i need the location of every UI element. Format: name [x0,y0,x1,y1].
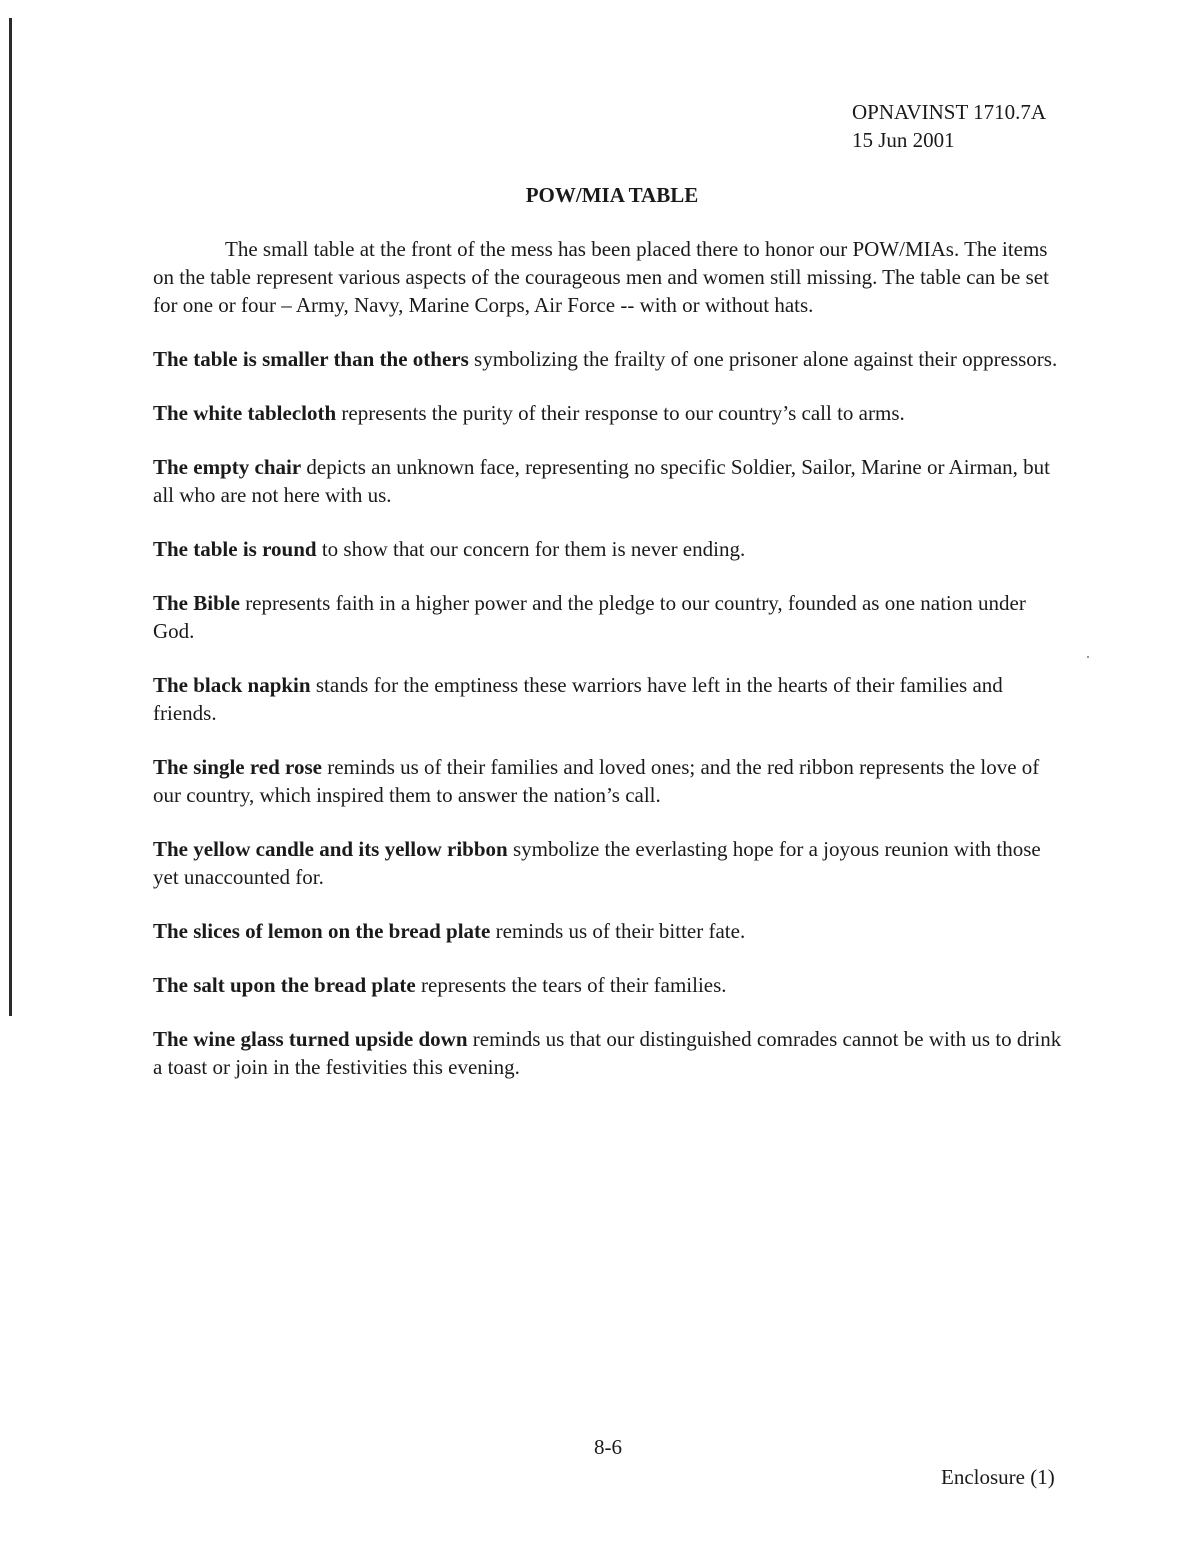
item-text: reminds us of their families and loved ones; and the red ribbon represents the love of our country, which inspired them to answer the nation’s call. [153,755,1040,807]
enclosure-label: Enclosure (1) [941,1465,1055,1489]
item-paragraph [153,535,1068,563]
item-text: depicts an unknown face, representing no specific Soldier, Sailor, Marine or Airman, but all who are not here with us. [153,455,1051,507]
page-number: 8-6 [594,1435,622,1459]
item-text: symbolizing the frailty of one prisoner alone against their oppressors. [468,347,1058,371]
item-text: stands for the emptiness these warriors have left in the hearts of their families and friends. [153,673,1003,725]
document-body [153,235,1068,1107]
item-paragraph [153,1025,1068,1081]
item-paragraph [153,671,1068,727]
item-heading: The wine glass turned upside down [153,1027,468,1051]
item-heading: The salt upon the bread plate [153,973,416,997]
item-heading: The Bible [153,591,240,615]
item-text: to show that our concern for them is never ending. [316,537,746,561]
item-heading: The table is smaller than the others [153,347,469,371]
item-paragraph [153,345,1068,373]
document-date: 15 Jun 2001 [852,128,955,152]
item-heading: The black napkin [153,673,311,697]
scan-speck [1087,656,1089,658]
item-heading: The slices of lemon on the bread plate [153,919,491,943]
item-heading: The empty chair [153,455,302,479]
item-paragraph [153,835,1068,891]
item-paragraph [153,917,1068,945]
intro-paragraph: The small table at the front of the mess has been placed there to honor our POW/MIAs. The items on the table represent various aspects of the courageous men and women still missing. The table can be set for one or four – Army, Navy, Marine Corps, Air Force -- with or without hats. [153,237,1049,317]
item-heading: The table is round [153,537,317,561]
item-heading: The white tablecloth [153,401,337,425]
item-paragraph [153,453,1068,509]
item-paragraph [153,971,1068,999]
item-text: represents the purity of their response to our country’s call to arms. [336,401,905,425]
item-paragraph [153,399,1068,427]
item-text: reminds us of their bitter fate. [490,919,746,943]
page-title: POW/MIA TABLE [525,183,699,207]
item-heading: The single red rose [153,755,322,779]
item-text: represents the tears of their families. [415,973,727,997]
item-text: reminds us that our distinguished comrades cannot be with us to drink a toast or join in the festivities this evening. [153,1027,1062,1079]
item-paragraph [153,753,1068,809]
item-text: represents faith in a higher power and the pledge to our country, founded as one nation under God. [153,591,1026,643]
document-id: OPNAVINST 1710.7A [852,100,1047,124]
document-header [852,98,1046,154]
item-heading: The yellow candle and its yellow ribbon [153,837,508,861]
scan-margin-line [9,18,12,1016]
item-paragraph [153,589,1068,645]
item-text: symbolize the everlasting hope for a joyous reunion with those yet unaccounted for. [153,837,1041,889]
